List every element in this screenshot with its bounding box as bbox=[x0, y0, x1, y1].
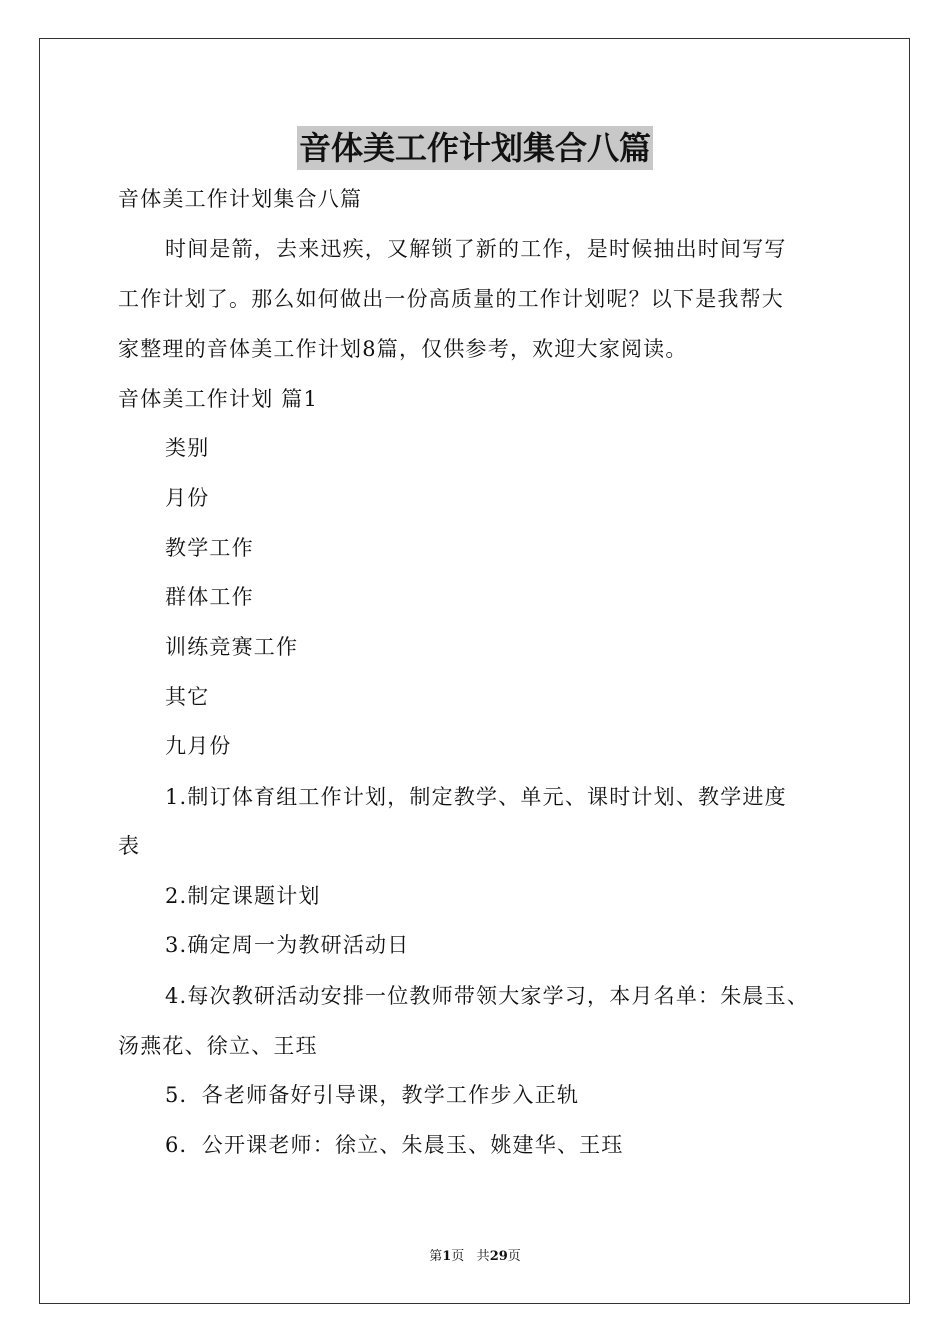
title-container bbox=[0, 126, 950, 170]
intro-line-1: 时间是箭，去来迅疾，又解锁了新的工作，是时候抽出时间写写 bbox=[165, 237, 787, 261]
list-item-1-line-1: 1.制订体育组工作计划，制定教学、单元、课时计划、教学进度 bbox=[165, 785, 787, 809]
footer-page-suffix: 页 bbox=[451, 1249, 465, 1264]
footer-total-prefix: 共 bbox=[476, 1249, 490, 1264]
table-item-group: 群体工作 bbox=[165, 585, 254, 609]
list-item-3: 3.确定周一为教研活动日 bbox=[165, 933, 410, 957]
section-heading: 音体美工作计划 篇1 bbox=[118, 387, 319, 411]
table-item-training: 训练竞赛工作 bbox=[165, 635, 299, 659]
footer-total-suffix: 页 bbox=[507, 1249, 521, 1264]
table-item-category: 类别 bbox=[165, 436, 210, 460]
document-subtitle: 音体美工作计划集合八篇 bbox=[118, 187, 363, 211]
intro-line-3: 家整理的音体美工作计划8篇，仅供参考，欢迎大家阅读。 bbox=[118, 337, 688, 361]
table-item-month: 月份 bbox=[165, 486, 210, 510]
footer-total-pages: 29 bbox=[489, 1249, 508, 1264]
table-item-september: 九月份 bbox=[165, 734, 232, 758]
table-item-other: 其它 bbox=[165, 685, 210, 709]
page-border bbox=[39, 38, 910, 1304]
list-item-6: 6．公开课老师：徐立、朱晨玉、姚建华、王珏 bbox=[165, 1133, 624, 1157]
list-item-4-line-2: 汤燕花、徐立、王珏 bbox=[118, 1034, 318, 1058]
footer-page-number: 1 bbox=[442, 1249, 452, 1264]
list-item-5: 5．各老师备好引导课，教学工作步入正轨 bbox=[165, 1083, 580, 1107]
page-footer bbox=[0, 1248, 950, 1266]
list-item-1-line-2: 表 bbox=[118, 834, 141, 858]
list-item-4-line-1: 4.每次教研活动安排一位教师带领大家学习，本月名单：朱晨玉、 bbox=[165, 984, 810, 1008]
document-title: 音体美工作计划集合八篇 bbox=[297, 126, 653, 170]
intro-line-2: 工作计划了。那么如何做出一份高质量的工作计划呢？以下是我帮大 bbox=[118, 287, 784, 311]
table-item-teaching: 教学工作 bbox=[165, 536, 254, 560]
list-item-2: 2.制定课题计划 bbox=[165, 884, 321, 908]
footer-page-prefix: 第 bbox=[429, 1249, 443, 1264]
